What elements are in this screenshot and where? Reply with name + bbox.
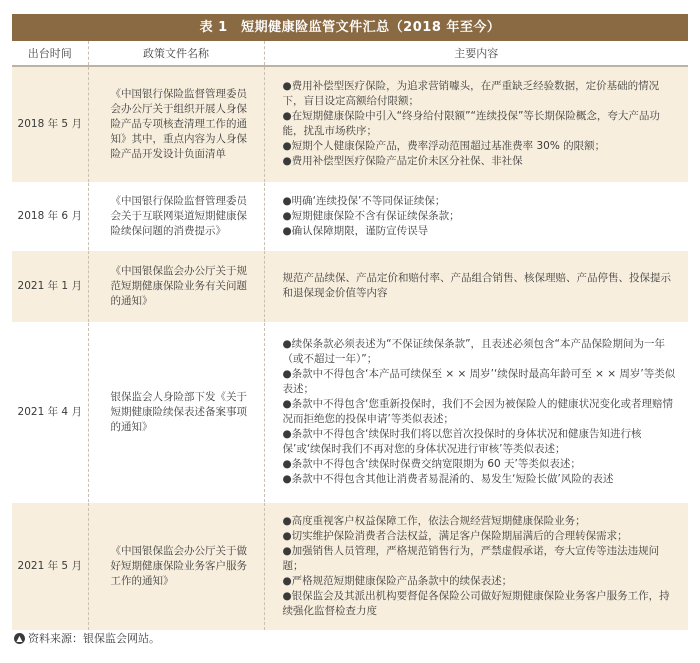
header-content: 主要内容 <box>264 41 688 66</box>
content-item: ●加强销售人员管理，严格规范销售行为，严禁虚假承诺，夸大宣传等违法违规问题； <box>282 544 660 572</box>
row-policy-name: 《中国银保监会办公厅关于规范短期健康保险业务有关问题的通知》 <box>88 250 264 322</box>
row-policy-name: 银保监会人身险部下发《关于短期健康险续保表述备案事项的通知》 <box>88 322 264 502</box>
content-item: ●高度重视客户权益保障工作，依法合规经营短期健康保险业务； <box>282 514 586 527</box>
header-date: 出台时间 <box>12 41 88 66</box>
row-content <box>264 322 688 502</box>
content-item: ●严格规范短期健康保险产品条款中的续保表述； <box>282 574 513 587</box>
row-policy-name: 《中国银行保险监督管理委员会办公厅关于组织开展人身保险产品专项核查清理工作的通知》其中，重点内容为人身保险产品开发设计负面清单 <box>88 66 264 182</box>
content-item: ●条款中不得包含‘续保时保费交纳宽限期为 60 天’等类似表述； <box>282 458 581 470</box>
table-title: 表 1 短期健康险监管文件汇总（2018 年至今） <box>12 14 688 41</box>
row-date: 2021 年 1 月 <box>12 250 88 322</box>
content-item: ●短期个人健康保险产品，费率浮动范围超过基准费率 30% 的限额； <box>282 140 606 153</box>
row-date: 2018 年 5 月 <box>12 66 88 182</box>
content-item: 规范产品续保、产品定价和赔付率、产品组合销售、核保理赔、产品停售、投保提示和退保现金价值等内容 <box>282 272 671 299</box>
row-content <box>264 250 688 322</box>
content-item: ●切实维护保险消费者合法权益，满足客户保险期届满后的合理转保需求； <box>282 529 628 542</box>
row-policy-name: 《中国银保监会办公厅关于做好短期健康保险业务客户服务工作的通知》 <box>88 502 264 630</box>
row-date: 2021 年 5 月 <box>12 502 88 630</box>
table-row <box>12 182 688 250</box>
content-item: ●费用补偿型医疗保险，为追求营销噱头，在严重缺乏经验数据，定价基础的情况下，盲目设定高额给付限额； <box>282 80 660 108</box>
content-item: ●费用补偿型医疗保险产品定价未区分社保、非社保 <box>282 155 523 168</box>
arrow-up-circle-icon: ▲ <box>14 633 25 644</box>
content-item: ●明确‘连续投保’不等同保证续保； <box>282 194 446 207</box>
source-text: 资料来源：银保监会网站。 <box>28 632 160 645</box>
table-row <box>12 322 688 502</box>
table-row <box>12 250 688 322</box>
row-date: 2018 年 6 月 <box>12 182 88 250</box>
content-item: ●确认保障期限，谨防宣传误导 <box>282 224 429 237</box>
content-item: ●条款中不得包含‘您重新投保时，我们不会因为被保险人的健康状况变化或者理赔情况而拒绝您的投保申请’等类似表述； <box>282 398 673 425</box>
row-date: 2021 年 4 月 <box>12 322 88 502</box>
row-content <box>264 502 688 630</box>
content-item: ●在短期健康保险中引入“终身给付限额”“连续投保”等长期保险概念，夸大产品功能，扰乱市场秩序； <box>282 110 660 138</box>
content-item: ●条款中不得包含其他让消费者易混淆的、易发生‘短险长做’风险的表述 <box>282 473 614 485</box>
content-item: ●条款中不得包含‘续保时我们将以您首次投保时的身体状况和健康告知进行核保’或‘续保时我们不再对您的身体状况进行审核’等类似表述； <box>282 428 642 455</box>
source-note <box>14 630 160 646</box>
table-row <box>12 66 688 182</box>
content-item: ●续保条款必须表述为“不保证续保条款”，且表述必须包含“本产品保险期间为一年（或不超过一年）”； <box>282 338 665 365</box>
table-row <box>12 502 688 630</box>
content-item: ●银保监会及其派出机构要督促各保险公司做好短期健康保险业务客户服务工作，持续强化监督检查力度 <box>282 589 670 617</box>
content-item: ●条款中不得包含‘本产品可续保至 × × 周岁’‘续保时最高年龄可至 × × 周岁’等类似表述； <box>282 368 676 395</box>
table-header-row <box>12 41 688 66</box>
row-policy-name: 《中国银行保险监督管理委员会关于互联网渠道短期健康保险续保问题的消费提示》 <box>88 182 264 250</box>
content-item: ●短期健康保险不含有保证续保条款； <box>282 209 460 222</box>
regulation-table <box>12 41 688 630</box>
header-name: 政策文件名称 <box>88 41 264 66</box>
row-content <box>264 66 688 182</box>
row-content <box>264 182 688 250</box>
